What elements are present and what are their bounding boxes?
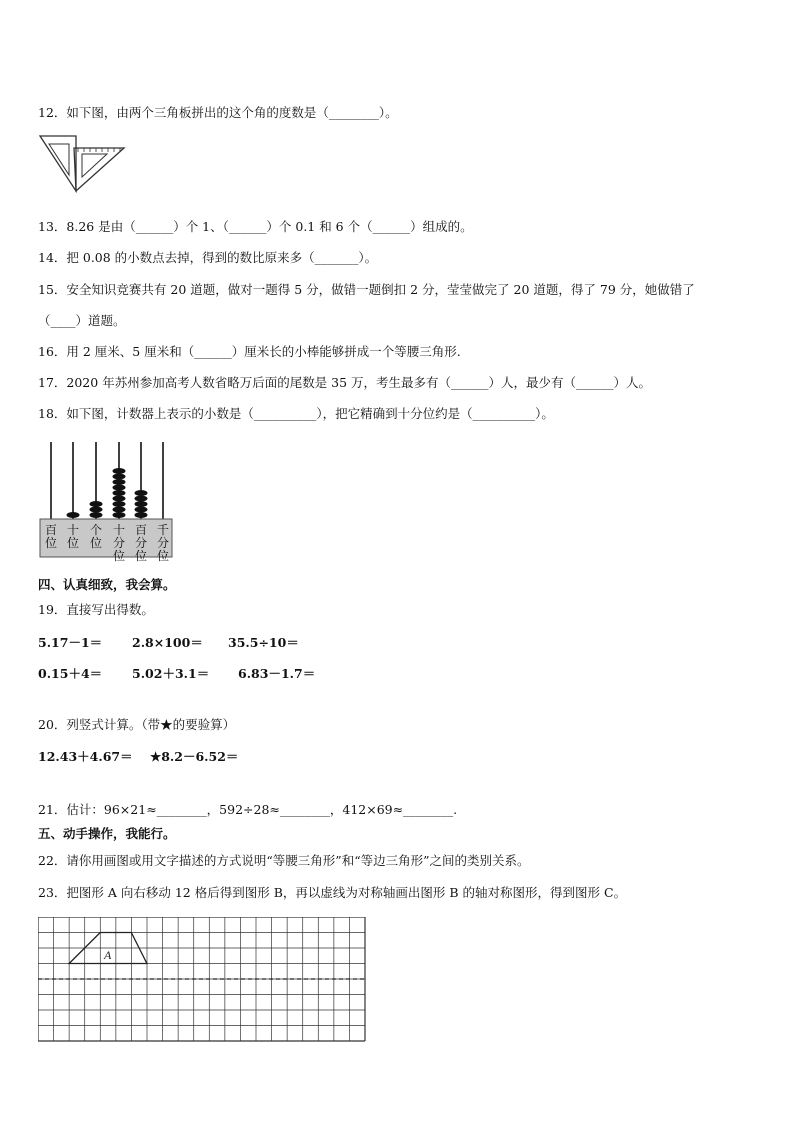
calc-item: 5.17－1＝ xyxy=(38,635,103,650)
question-18: 18．如下图，计数器上表示的小数是（__________），把它精确到十分位约是（__________）。 xyxy=(38,406,554,421)
triangle-rulers-figure xyxy=(38,133,128,195)
abacus-place-label: 位 xyxy=(156,549,170,562)
abacus-place-label: 分 xyxy=(156,536,170,550)
abacus-place-label: 个 xyxy=(89,523,103,537)
abacus-bead xyxy=(90,507,103,513)
abacus-bead xyxy=(67,512,80,518)
question-19: 19．直接写出得数。 xyxy=(38,602,154,617)
question-21: 21．估计：96×21≈________，592÷28≈________，412×69≈________. xyxy=(38,802,458,817)
question-17: 17．2020 年苏州参加高考人数省略万后面的尾数是 35 万，考生最多有（______）人，最少有（______）人。 xyxy=(38,375,652,390)
calc-item: 0.15＋4＝ xyxy=(38,666,103,681)
abacus-place-label: 位 xyxy=(44,536,58,550)
question-20: 20．列竖式计算。（带★的要验算） xyxy=(38,717,236,732)
abacus-bead xyxy=(113,474,126,480)
abacus-bead xyxy=(113,479,126,485)
question-12: 12．如下图，由两个三角板拼出的这个角的度数是（________）。 xyxy=(38,105,398,120)
question-22: 22．请你用画图或用文字描述的方式说明“等腰三角形”和“等边三角形”之间的类别关系。 xyxy=(38,853,530,868)
question-15-line2: （____）道题。 xyxy=(38,313,126,328)
abacus-bead xyxy=(113,512,126,518)
abacus-place-label: 十 xyxy=(66,523,80,537)
abacus-bead xyxy=(113,468,126,474)
question-15-line1: 15．安全知识竞赛共有 20 道题，做对一题得 5 分，做错一题倒扣 2 分，莹莹做完了 20 道题，得了 79 分，她做错了 xyxy=(38,282,695,297)
abacus-bead xyxy=(113,485,126,491)
abacus-place-label: 位 xyxy=(89,536,103,550)
abacus-bead xyxy=(90,501,103,507)
section-4-heading: 四、认真细致，我会算。 xyxy=(38,577,176,592)
abacus-place-label: 位 xyxy=(112,549,126,562)
calc-item: 12.43＋4.67＝ xyxy=(38,749,133,764)
abacus-bead xyxy=(113,507,126,513)
calc-item: ★8.2－6.52＝ xyxy=(150,749,239,764)
grid-figure xyxy=(38,917,368,1045)
abacus-place-label: 千 xyxy=(156,523,170,537)
abacus-place-label: 百 xyxy=(134,523,148,537)
question-23: 23．把图形 A 向右移动 12 格后得到图形 B，再以虚线为对称轴画出图形 B 的轴对称图形，得到图形 C。 xyxy=(38,885,627,900)
question-13: 13．8.26 是由（______）个 1、（______）个 0.1 和 6 个（______）组成的。 xyxy=(38,219,473,234)
abacus-bead xyxy=(113,490,126,496)
question-14: 14．把 0.08 的小数点去掉，得到的数比原来多（_______）。 xyxy=(38,250,378,265)
question-16: 16．用 2 厘米、5 厘米和（______）厘米长的小棒能够拼成一个等腰三角形. xyxy=(38,344,461,359)
abacus-figure xyxy=(38,440,178,562)
abacus-place-label: 分 xyxy=(134,536,148,550)
abacus-bead xyxy=(135,501,148,507)
abacus-place-label: 分 xyxy=(112,536,126,550)
shape-a-label: A xyxy=(104,948,112,962)
section-5-heading: 五、动手操作，我能行。 xyxy=(38,826,176,841)
abacus-bead xyxy=(90,512,103,518)
calc-item: 5.02＋3.1＝ xyxy=(132,666,210,681)
abacus-place-label: 位 xyxy=(66,536,80,550)
calc-item: 6.83－1.7＝ xyxy=(238,666,316,681)
abacus-place-label: 位 xyxy=(134,549,148,562)
abacus-place-label: 百 xyxy=(44,523,58,537)
abacus-bead xyxy=(135,496,148,502)
abacus-bead xyxy=(135,512,148,518)
calc-item: 2.8×100＝ xyxy=(132,635,203,650)
abacus-bead xyxy=(113,496,126,502)
calc-item: 35.5÷10＝ xyxy=(228,635,299,650)
abacus-bead xyxy=(113,501,126,507)
abacus-bead xyxy=(135,490,148,496)
abacus-bead xyxy=(135,507,148,513)
abacus-place-label: 十 xyxy=(112,523,126,537)
